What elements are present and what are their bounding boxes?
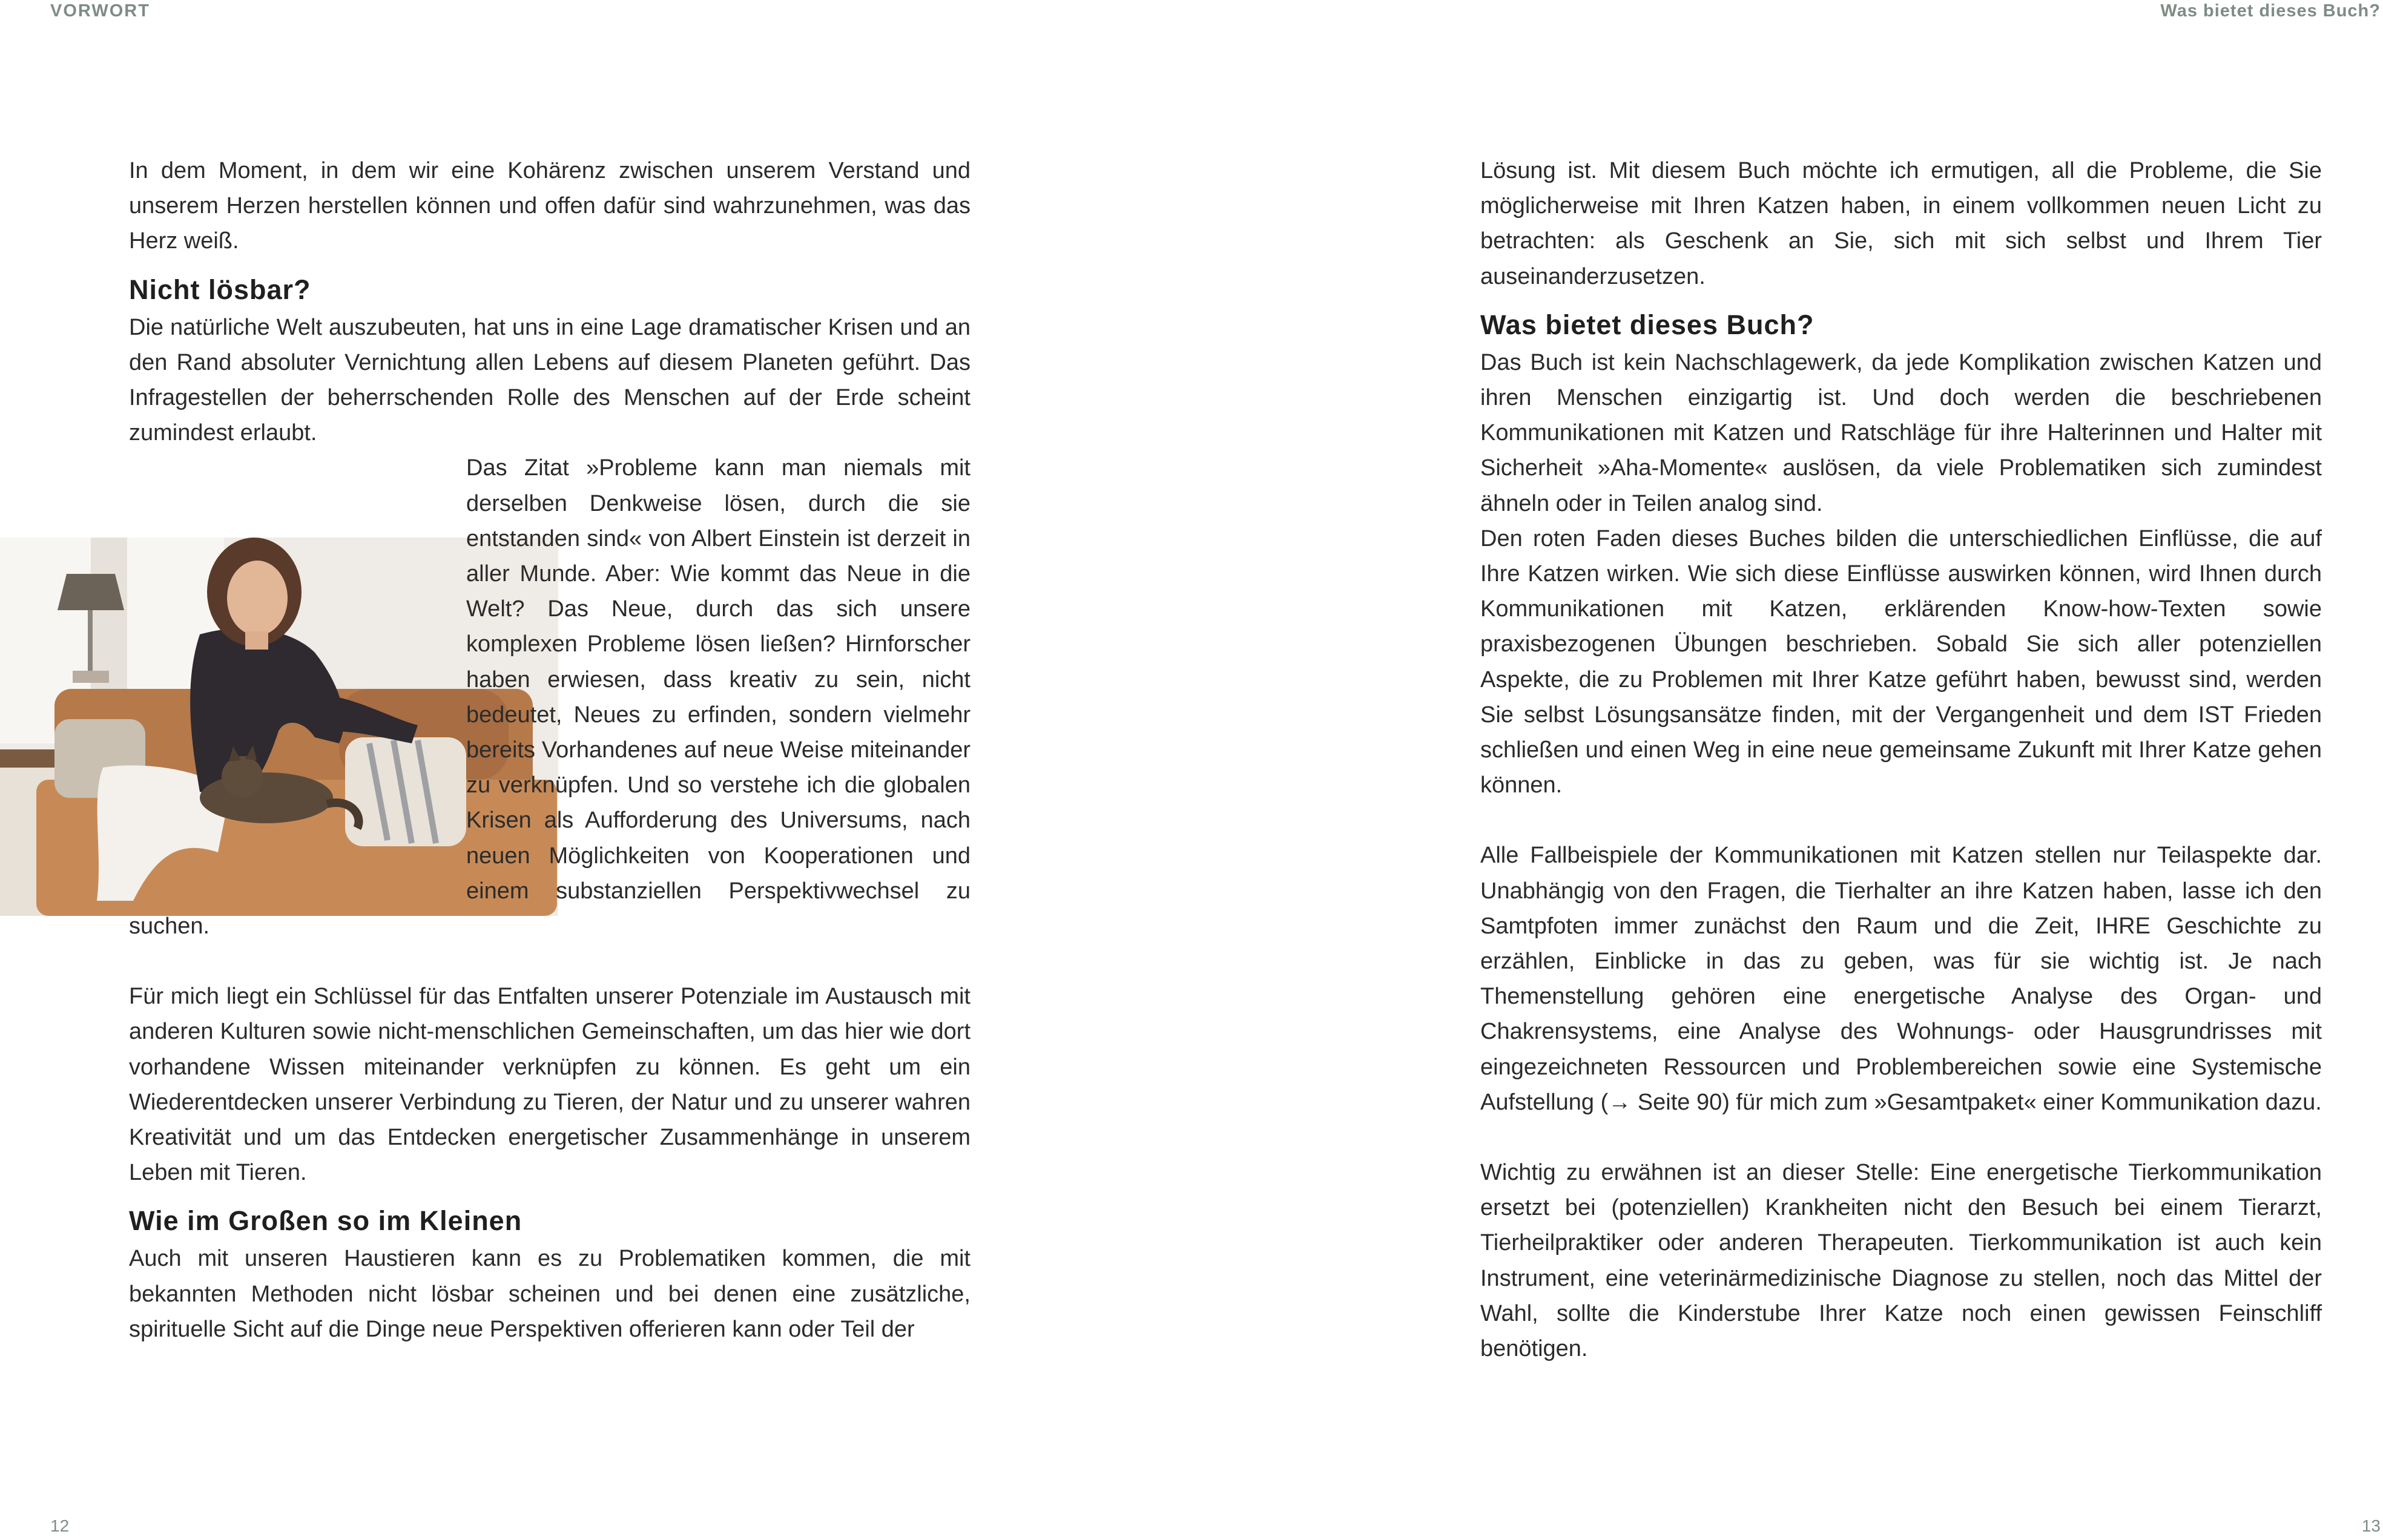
page-number-left: 12 bbox=[50, 1516, 70, 1535]
right-paragraph-5: Wichtig zu erwähnen ist an dieser Stelle: Eine energetische Tierkommunikation ersetzt bei (potenziellen) Krankheiten nicht den Besuch bei einem Tierarzt, Tierheilpraktiker oder anderen Therapeuten. Tierkommunikation ist auch kein Instrument, eine veterinärmedizinische Diagnose zu stellen, noch das Mittel der Wahl, sollte die Kinderstube Ihrer Katze noch einen gewissen Feinschliff benötigen. bbox=[1480, 1160, 2322, 1362]
right-paragraph-1: Lösung ist. Mit diesem Buch möchte ich ermutigen, all die Probleme, die Sie möglicherweise mit Ihren Katzen haben, in einem vollkommen neuen Licht zu betrachten: als Geschenk an Sie, sich mit sich selbst und Ihrem Tier auseinanderzusetzen. bbox=[1480, 158, 2322, 289]
photo-spacer bbox=[0, 485, 466, 908]
left-paragraph-2: Das Zitat »Probleme kann man niemals mit derselben Denkweise lösen, durch die sie entstanden sind« von Albert Einstein ist derzeit in aller Munde. Aber: Wie kommt das Neue in die Welt? Das Neue, durch das sich unsere komplexen Probleme lösen ließen? Hirnforscher haben erwiesen, dass kreativ zu sein, nicht bedeutet, Neues zu erfinden, sondern vielmehr bereits Vorhandenes auf neue Weise miteinander zu verknüpfen. Und so verstehe ich die globalen Krisen als Aufforderung des Universums, nach neuen Möglichkeiten von Kooperationen und einem substanziellen Perspektivwechsel zu suchen. bbox=[129, 455, 971, 939]
running-head-right: Was bietet dieses Buch? bbox=[2160, 1, 2381, 21]
page-number-right: 13 bbox=[2361, 1516, 2381, 1535]
heading-was-bietet: Was bietet dieses Buch? bbox=[1480, 309, 1814, 340]
right-page-column bbox=[1480, 153, 2322, 1366]
left-paragraph-4: Auch mit unseren Haustieren kann es zu Problematiken kommen, die mit bekannten Methoden nicht lösbar scheinen und bei denen eine zusätzliche, spirituelle Sicht auf die Dinge neue Perspektiven offerieren kann oder Teil der bbox=[129, 1246, 971, 1342]
left-paragraph-1: Die natürliche Welt auszubeuten, hat uns in eine Lage dramatischer Krisen und an den Rand absoluter Vernichtung allen Lebens auf diesem Planeten geführt. Das Infragestellen der beherrschenden Rolle des Menschen auf der Erde scheint zumindest erlaubt. bbox=[129, 314, 971, 446]
left-page-column bbox=[129, 153, 971, 1347]
heading-wie-im-grossen: Wie im Großen so im Kleinen bbox=[129, 1205, 522, 1237]
right-paragraph-4: Alle Fallbeispiele der Kommunikationen mit Katzen stellen nur Teilaspekte dar. Unabhängig von den Fragen, die Tierhalter an ihre Katzen haben, lasse ich den Samtpfoten immer zunächst den Raum und die Zeit, IHRE Geschichte zu erzählen, Einblicke in das zu geben, was für sie wichtig ist. Je nach Themenstellung gehören eine energetische Analyse des Organ- und Chakrensystems, eine Analyse des Wohnungs- oder Hausgrundrisses mit eingezeichneten Ressourcen und Problembereichen sowie eine Systemische Aufstellung (→ Seite 90) für mich zum »Gesamtpaket« einer Kommunikation dazu. bbox=[1480, 843, 2322, 1115]
right-paragraph-2: Das Buch ist kein Nachschlagewerk, da jede Komplikation zwischen Katzen und ihren Menschen einzigartig ist. Und doch werden die beschriebenen Kommunikationen mit Katzen und Ratschläge für ihre Halterinnen und Halter mit Sicherheit »Aha-Momente« auslösen, da viele Problematiken sich zumindest ähneln oder in Teilen analog sind. bbox=[1480, 349, 2322, 516]
left-paragraph-3: Für mich liegt ein Schlüssel für das Entfalten unserer Potenziale im Austausch mit anderen Kulturen sowie nicht-menschlichen Gemeinschaften, um das hier wie dort vorhandene Wissen miteinander verknüpfen zu können. Es geht um ein Wiederentdecken unserer Verbindung zu Tieren, der Natur und zu unserer wahren Kreativität und um das Entdecken energetischer Zusammenhänge in unserem Leben mit Tieren. bbox=[129, 984, 971, 1186]
running-head-left: VORWORT bbox=[50, 1, 150, 21]
right-paragraph-3: Den roten Faden dieses Buches bilden die unterschiedlichen Einflüsse, die auf Ihre Katzen wirken. Wie sich diese Einflüsse auswirken können, wird Ihnen durch Kommunikationen mit Katzen, erklärenden Know-how-Texten sowie praxisbezogenen Übungen beschrieben. Sobald Sie sich aller potenziellen Aspekte, die zu Problemen mit Ihrer Katze geführt haben, bewusst sind, werden Sie selbst Lösungsansätze finden, mit der Vergangenheit und dem IST Frieden schließen und einen Weg in eine neue gemeinsame Zukunft mit Ihrer Katze gehen können. bbox=[1480, 525, 2322, 798]
left-intro-paragraph: In dem Moment, in dem wir eine Kohärenz zwischen unserem Verstand und unserem Herzen herstellen können und offen dafür sind wahrzunehmen, was das Herz weiß. bbox=[129, 158, 971, 254]
heading-nicht-loesbar: Nicht lösbar? bbox=[129, 274, 311, 305]
